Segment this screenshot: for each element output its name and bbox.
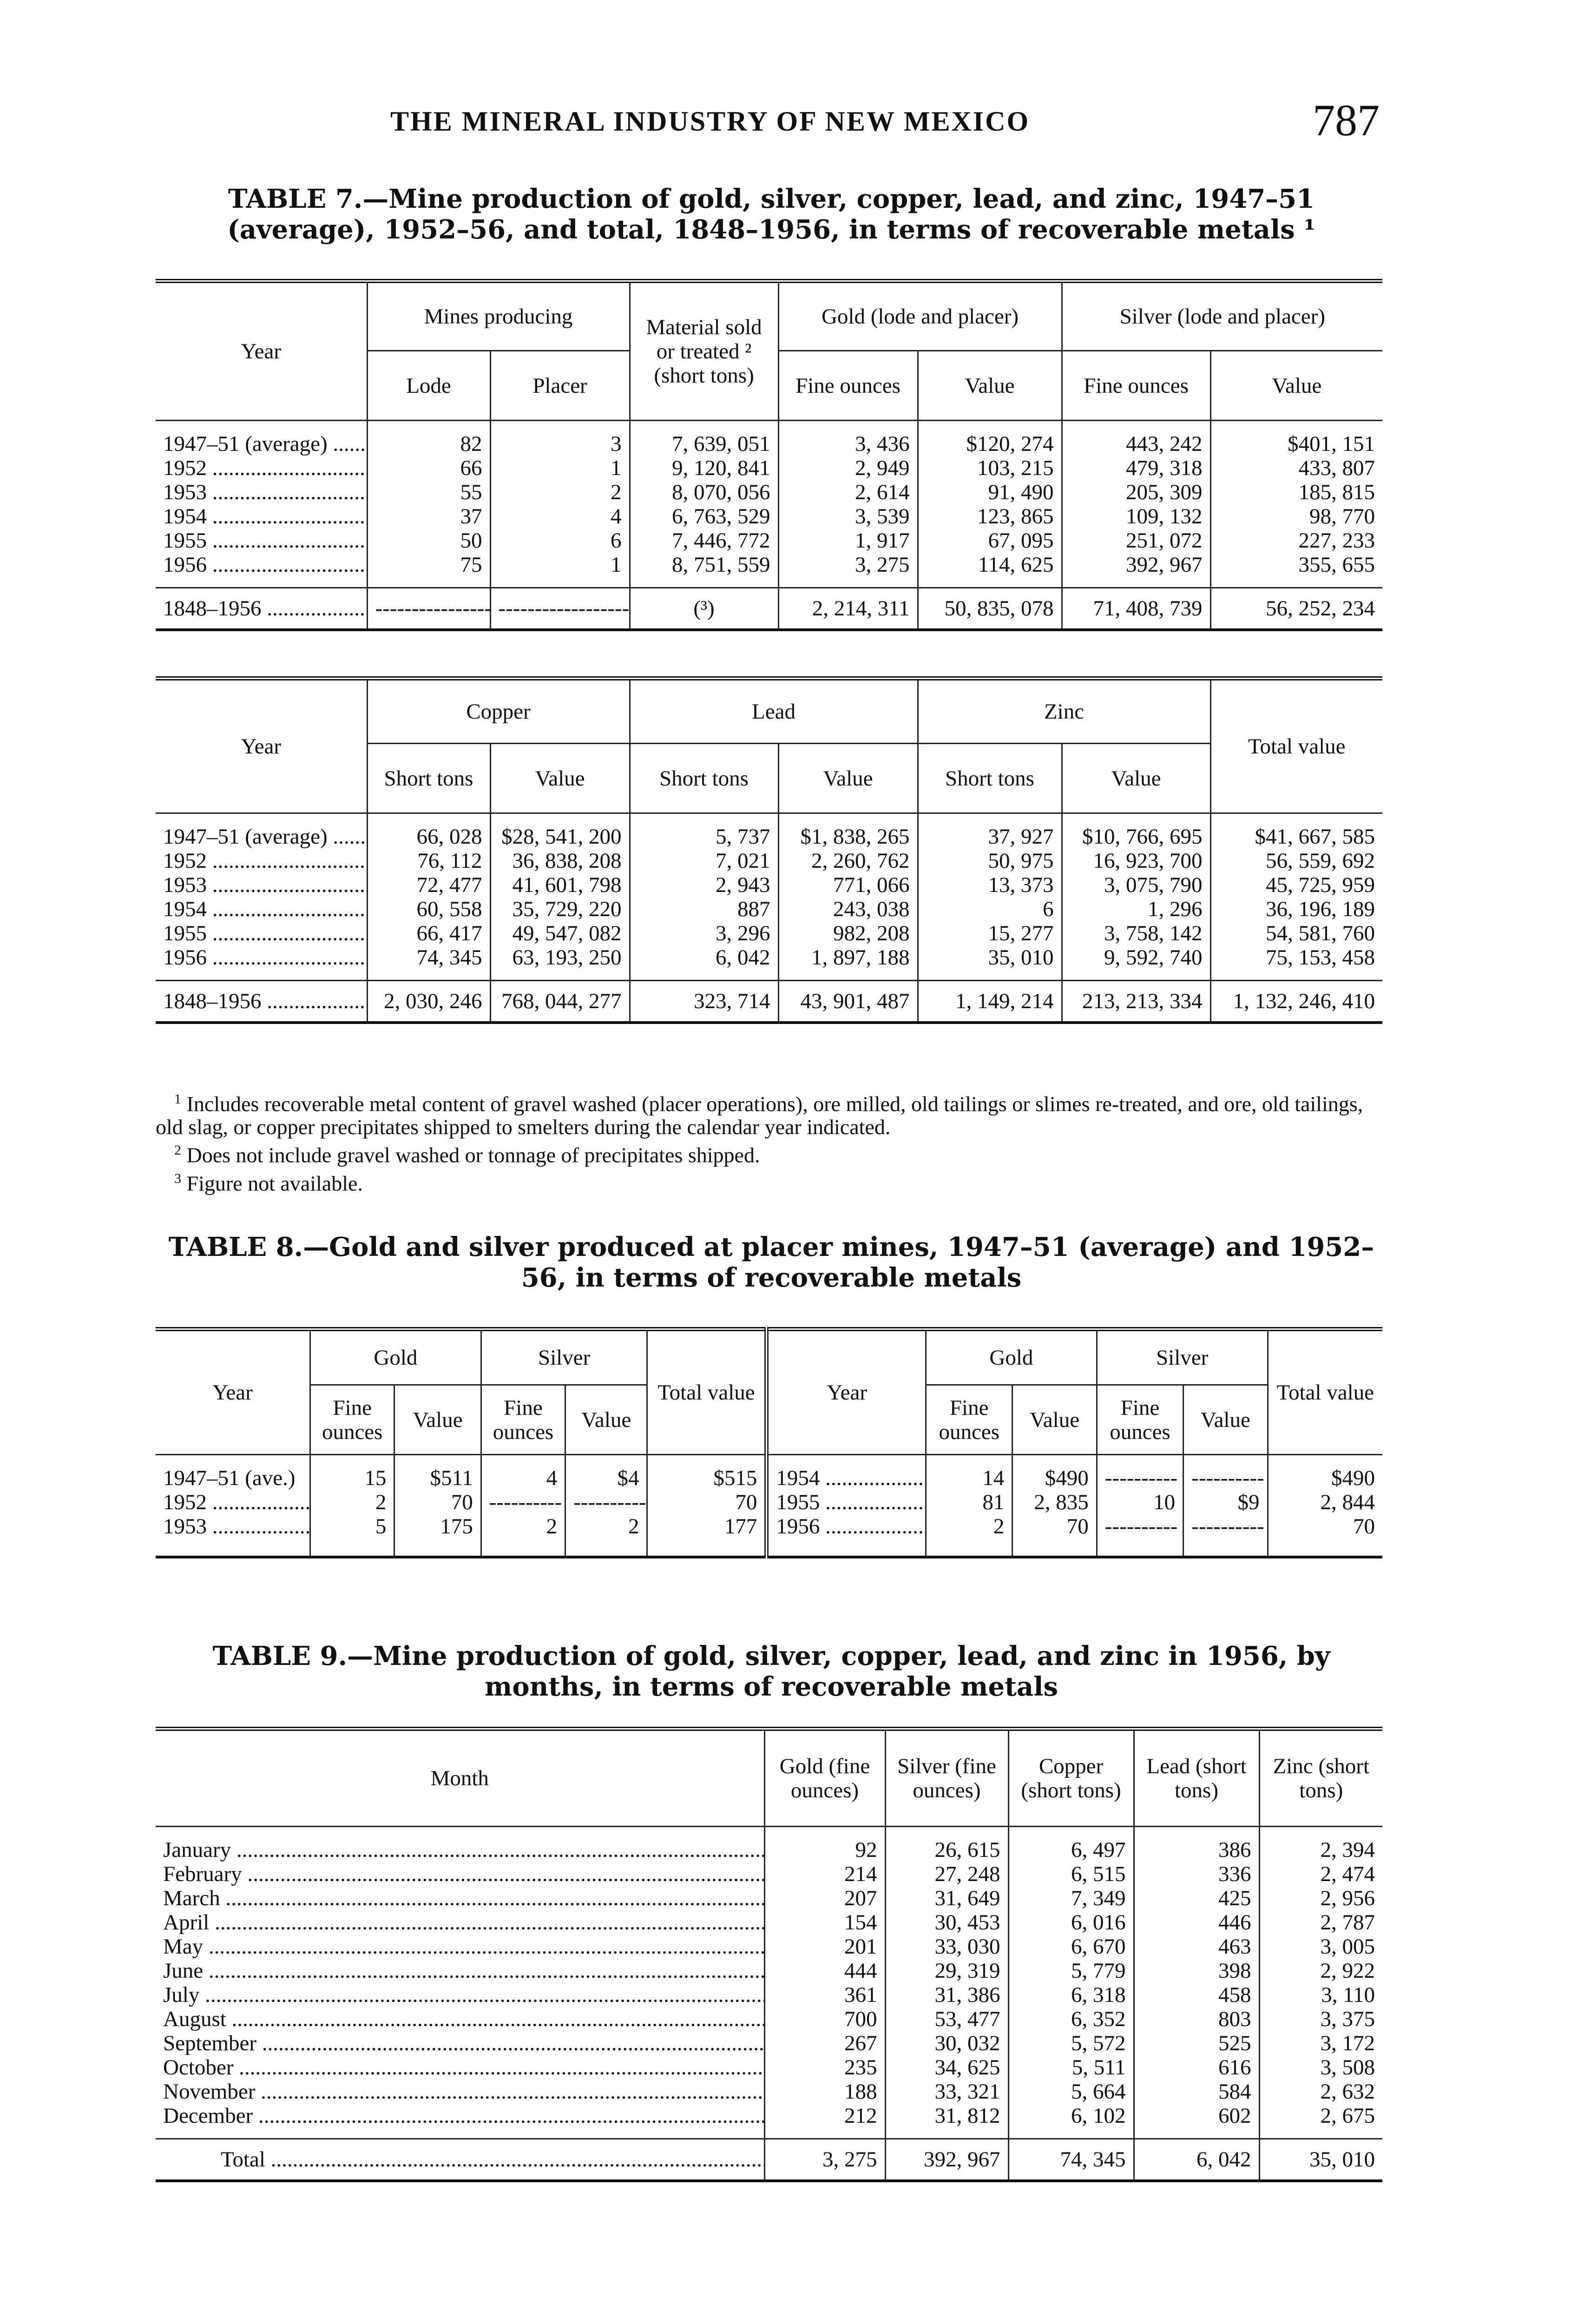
t8-fine-header: Fine ounces xyxy=(310,1385,394,1455)
t7-silver-value-header: Value xyxy=(1210,351,1382,421)
t7-body-2 xyxy=(156,813,1382,1023)
table-9 xyxy=(156,1727,1382,2182)
table-row: 1956 ..... 75 1 8, 751, 559 3, 275 114, 625 392, 967 355, 655 xyxy=(156,553,1382,577)
t8-year-header-left: Year xyxy=(156,1329,310,1455)
t8-value-header: Value xyxy=(1183,1385,1268,1455)
t8-total-header-left: Total value xyxy=(647,1329,767,1455)
table-row: 1953 ..... 72, 477 41, 601, 798 2, 943 771, 066 13, 373 3, 075, 790 45, 725, 959 xyxy=(156,873,1382,897)
t8-body xyxy=(156,1455,1382,1557)
table-row: April ..... 154 30, 453 6, 016 446 2, 787 xyxy=(156,1910,1382,1934)
table-row: March ..... 207 31, 649 7, 349 425 2, 956 xyxy=(156,1886,1382,1910)
table-row: 1952 ..... 76, 112 36, 838, 208 7, 021 2, 260, 762 50, 975 16, 923, 700 56, 559, 692 xyxy=(156,849,1382,873)
total-row: Total ..... 3, 275 392, 967 74, 345 6, 042 35, 010 xyxy=(156,2139,1382,2181)
t7-year-header-2: Year xyxy=(156,679,367,813)
t8-fine-header: Fine ounces xyxy=(926,1385,1012,1455)
t7-gold-header: Gold (lode and placer) xyxy=(778,281,1062,351)
t8-fine-header: Fine ounces xyxy=(481,1385,565,1455)
table-7-part-2 xyxy=(156,676,1382,1024)
table-9-caption: TABLE 9.—Mine production of gold, silver, copper, lead, and zinc in 1956, by months, in terms of recoverable metals xyxy=(212,1641,1330,1702)
t7-placer-header: Placer xyxy=(490,351,630,421)
running-title: THE MINERAL INDUSTRY OF NEW MEXICO xyxy=(390,106,1030,137)
t7-copper-header: Copper xyxy=(367,679,630,744)
table-row: 1954 ..... 37 4 6, 763, 529 3, 539 123, 865 109, 132 98, 770 xyxy=(156,504,1382,528)
t7-zinc-short-header: Short tons xyxy=(918,744,1062,813)
table-8-caption: TABLE 8.—Gold and silver produced at placer mines, 1947–51 (average) and 1952–56, in terms of recoverable metals xyxy=(168,1232,1374,1293)
table-row: July ..... 361 31, 386 6, 318 458 3, 110 xyxy=(156,1983,1382,2007)
t7-lead-header: Lead xyxy=(630,679,918,744)
footnote-2: $^2$ Does not include gravel washed or tonnage of precipitates shipped. xyxy=(174,1142,760,1167)
t8-total-header-right: Total value xyxy=(1268,1329,1382,1455)
t7-mines-header: Mines producing xyxy=(367,281,630,351)
table-row: August ..... 700 53, 477 6, 352 803 3, 375 xyxy=(156,2007,1382,2031)
table-row: 1947–51 (ave.) 15 $511 4 $4 $515 1954 ..... 14 $490 ‑‑‑‑‑‑‑‑‑‑ ‑‑‑‑‑‑‑‑‑‑ $490 xyxy=(156,1466,1382,1490)
t8-value-header: Value xyxy=(394,1385,481,1455)
total-row: 1848–1956 ..... ‑‑‑‑‑‑‑‑‑‑‑‑‑‑‑‑ ‑‑‑‑‑‑‑‑‑‑‑‑‑‑‑‑‑‑ (³) 2, 214, 311 50, 835, 078 71, 408, 739 56, 252, 234 xyxy=(156,588,1382,630)
table-row: 1954 ..... 60, 558 35, 729, 220 887 243, 038 6 1, 296 36, 196, 189 xyxy=(156,897,1382,921)
t8-value-header: Value xyxy=(565,1385,647,1455)
t7-year-header: Year xyxy=(156,281,367,421)
t9-month-header: Month xyxy=(156,1729,764,1827)
table-row: October ..... 235 34, 625 5, 511 616 3, 508 xyxy=(156,2055,1382,2080)
t8-silver-header-right: Silver xyxy=(1097,1329,1268,1385)
t7-silver-fine-header: Fine ounces xyxy=(1062,351,1210,421)
table-row: January ..... 92 26, 615 6, 497 386 2, 394 xyxy=(156,1838,1382,1862)
t8-year-header-right: Year xyxy=(767,1329,926,1455)
t9-copper-header: Copper (short tons) xyxy=(1008,1729,1134,1827)
t7-gold-value-header: Value xyxy=(918,351,1062,421)
table-row: 1953 ..... 5 175 2 2 177 1956 ..... 2 70 ‑‑‑‑‑‑‑‑‑‑ ‑‑‑‑‑‑‑‑‑‑ 70 xyxy=(156,1514,1382,1538)
table-8 xyxy=(156,1327,1382,1558)
table-row: September ..... 267 30, 032 5, 572 525 3, 172 xyxy=(156,2031,1382,2055)
table-row: 1952 ..... 2 70 ‑‑‑‑‑‑‑‑‑‑ ‑‑‑‑‑‑‑‑‑‑ 70 1955 ..... 81 2, 835 10 $9 2, 844 xyxy=(156,1490,1382,1514)
t9-gold-header: Gold (fine ounces) xyxy=(764,1729,885,1827)
table-row: 1947–51 (average) ..... 82 3 7, 639, 051 3, 436 $120, 274 443, 242 $401, 151 xyxy=(156,432,1382,456)
t7-zinc-value-header: Value xyxy=(1062,744,1210,813)
t7-copper-short-header: Short tons xyxy=(367,744,490,813)
table-row: 1953 ..... 55 2 8, 070, 056 2, 614 91, 490 205, 309 185, 815 xyxy=(156,480,1382,504)
table-row: November ..... 188 33, 321 5, 664 584 2, 632 xyxy=(156,2080,1382,2104)
t7-copper-value-header: Value xyxy=(490,744,630,813)
table-row: May ..... 201 33, 030 6, 670 463 3, 005 xyxy=(156,1934,1382,1959)
t8-gold-header-left: Gold xyxy=(310,1329,481,1385)
t8-fine-header: Fine ounces xyxy=(1097,1385,1183,1455)
footnote-3: $^3$ Figure not available. xyxy=(174,1170,363,1195)
t7-total-value-header: Total value xyxy=(1210,679,1382,813)
t7-material-header: Material sold or treated ² (short tons) xyxy=(630,281,778,421)
table-row: 1956 ..... 74, 345 63, 193, 250 6, 042 1, 897, 188 35, 010 9, 592, 740 75, 153, 458 xyxy=(156,945,1382,970)
t7-lead-short-header: Short tons xyxy=(630,744,778,813)
running-head xyxy=(0,95,1591,156)
t7-lode-header: Lode xyxy=(367,351,490,421)
table-row: 1947–51 (average) ..... 66, 028 $28, 541, 200 5, 737 $1, 838, 265 37, 927 $10, 766, 695 $41, 667, 585 xyxy=(156,825,1382,849)
t7-silver-header: Silver (lode and placer) xyxy=(1062,281,1382,351)
table-row: 1955 ..... 66, 417 49, 547, 082 3, 296 982, 208 15, 277 3, 758, 142 54, 581, 760 xyxy=(156,921,1382,945)
table-7-caption: TABLE 7.—Mine production of gold, silver, copper, lead, and zinc, 1947–51 (average), 1952–56, and total, 1848–1956, in terms of recoverable metals ¹ xyxy=(227,184,1315,245)
t9-body xyxy=(156,1827,1382,2181)
t7-zinc-header: Zinc xyxy=(918,679,1210,744)
footnotes xyxy=(156,1088,1392,1195)
t9-lead-header: Lead (short tons) xyxy=(1134,1729,1259,1827)
page-number: 787 xyxy=(1313,95,1380,145)
table-row: 1952 ..... 66 1 9, 120, 841 2, 949 103, 215 479, 318 433, 807 xyxy=(156,456,1382,480)
t8-gold-header-right: Gold xyxy=(926,1329,1097,1385)
t9-silver-header: Silver (fine ounces) xyxy=(885,1729,1008,1827)
table-7-part-1 xyxy=(156,279,1382,631)
t8-value-header: Value xyxy=(1012,1385,1097,1455)
t8-silver-header-left: Silver xyxy=(481,1329,647,1385)
table-row: December ..... 212 31, 812 6, 102 602 2, 675 xyxy=(156,2104,1382,2128)
t7-lead-value-header: Value xyxy=(778,744,918,813)
footnote-1: $^1$ Includes recoverable metal content of gravel washed (placer operations), ore milled, old tailings or slimes re-treated, and ore, old tailings, old slag, or copper precipitates shipped to smelters during the calendar year indicated. xyxy=(156,1091,1363,1139)
total-row: 1848–1956 ..... 2, 030, 246 768, 044, 277 323, 714 43, 901, 487 1, 149, 214 213, 213, 334 1, 132, 246, 410 xyxy=(156,981,1382,1023)
table-row: February ..... 214 27, 248 6, 515 336 2, 474 xyxy=(156,1862,1382,1886)
t7-gold-fine-header: Fine ounces xyxy=(778,351,918,421)
t7-body-1 xyxy=(156,421,1382,630)
table-row: June ..... 444 29, 319 5, 779 398 2, 922 xyxy=(156,1959,1382,1983)
t9-zinc-header: Zinc (short tons) xyxy=(1259,1729,1382,1827)
table-row: 1955 ..... 50 6 7, 446, 772 1, 917 67, 095 251, 072 227, 233 xyxy=(156,528,1382,553)
